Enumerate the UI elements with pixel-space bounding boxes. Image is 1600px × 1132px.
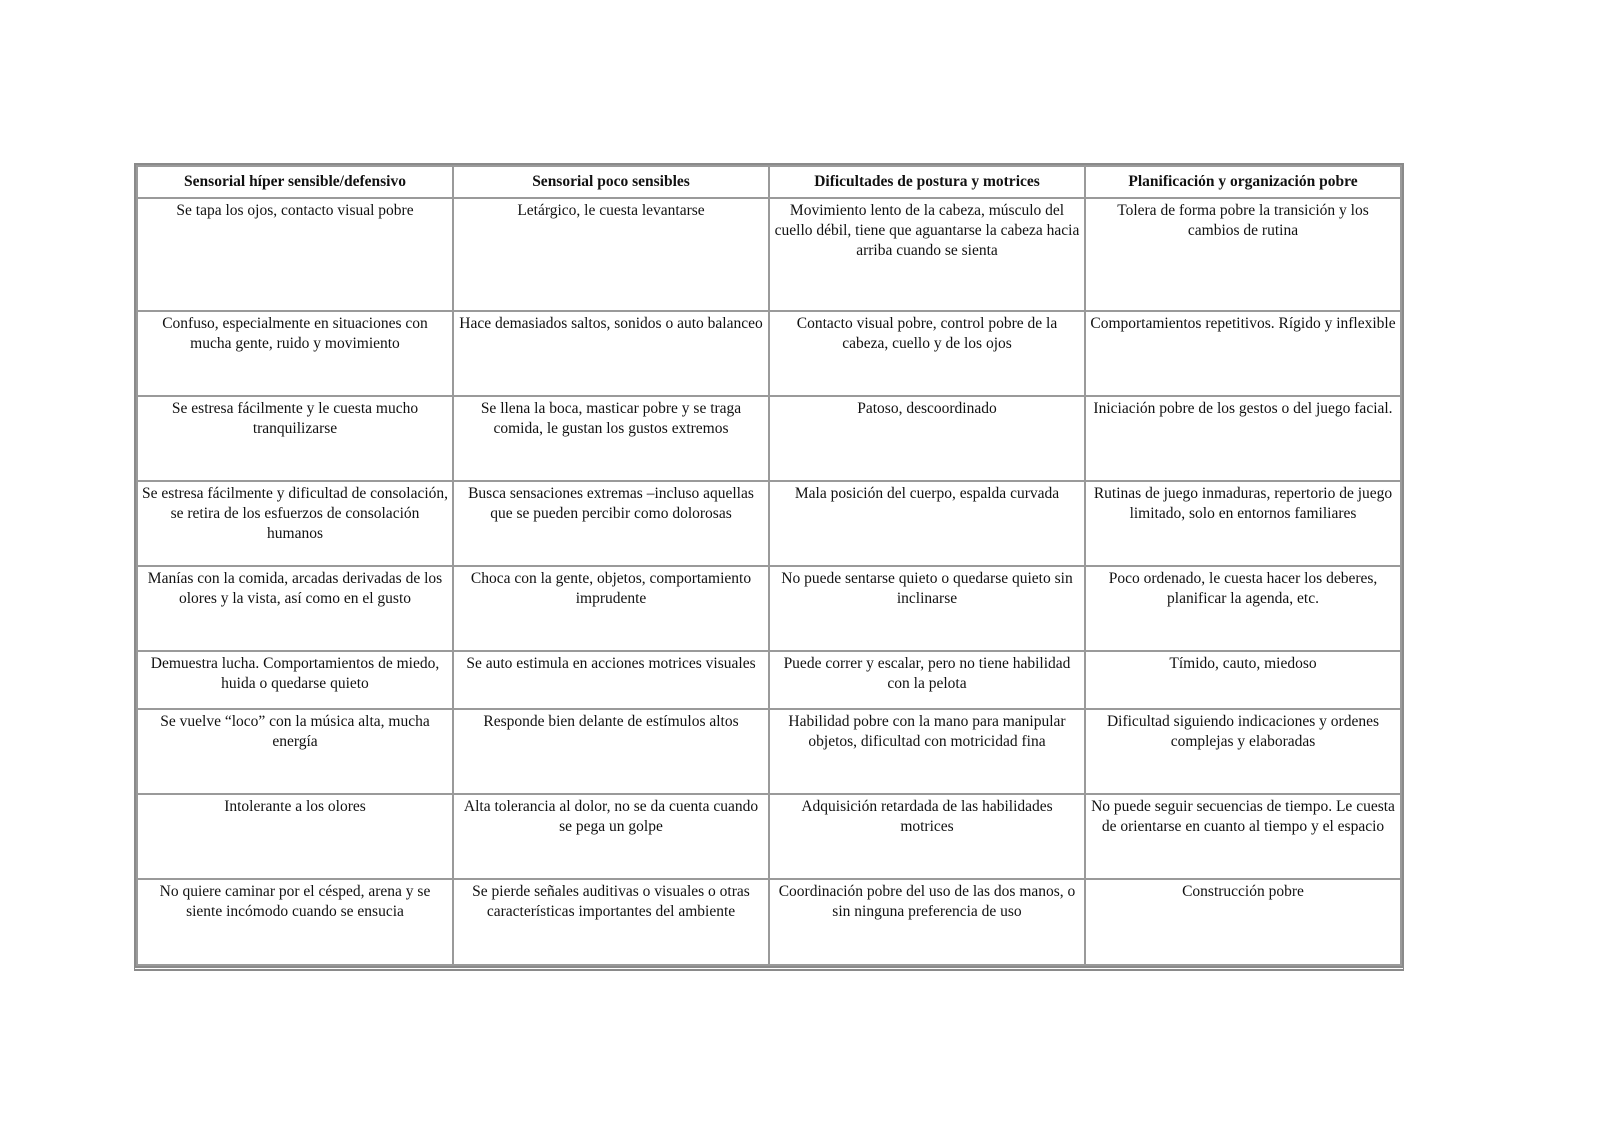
- table-row: [137, 481, 1401, 566]
- header-cell: Planificación y organización pobre: [1085, 166, 1401, 198]
- table-cell: Se auto estimula en acciones motrices visuales: [453, 651, 769, 709]
- table-cell: Responde bien delante de estímulos altos: [453, 709, 769, 794]
- table-cell: Puede correr y escalar, pero no tiene habilidad con la pelota: [769, 651, 1085, 709]
- table-cell: Iniciación pobre de los gestos o del juego facial.: [1085, 396, 1401, 481]
- table-row: [137, 198, 1401, 311]
- header-cell: Sensorial híper sensible/defensivo: [137, 166, 453, 198]
- header-cell: Dificultades de postura y motrices: [769, 166, 1085, 198]
- table-cell: Se estresa fácilmente y dificultad de consolación, se retira de los esfuerzos de consolación humanos: [137, 481, 453, 566]
- table-cell: No puede seguir secuencias de tiempo. Le cuesta de orientarse en cuanto al tiempo y el espacio: [1085, 794, 1401, 879]
- table-cell: Se pierde señales auditivas o visuales o otras características importantes del ambiente: [453, 879, 769, 965]
- table-cell: Letárgico, le cuesta levantarse: [453, 198, 769, 311]
- table-row: [137, 709, 1401, 794]
- table-cell: Choca con la gente, objetos, comportamiento imprudente: [453, 566, 769, 651]
- table-cell: Se tapa los ojos, contacto visual pobre: [137, 198, 453, 311]
- table-cell: Se vuelve “loco” con la música alta, mucha energía: [137, 709, 453, 794]
- table-cell: Se estresa fácilmente y le cuesta mucho tranquilizarse: [137, 396, 453, 481]
- table-cell: Tolera de forma pobre la transición y los cambios de rutina: [1085, 198, 1401, 311]
- table-container: [134, 163, 1404, 971]
- table-row: [137, 879, 1401, 965]
- table-cell: Dificultad siguiendo indicaciones y ordenes complejas y elaboradas: [1085, 709, 1401, 794]
- table-cell: Rutinas de juego inmaduras, repertorio de juego limitado, solo en entornos familiares: [1085, 481, 1401, 566]
- table-row: [137, 566, 1401, 651]
- header-cell: Sensorial poco sensibles: [453, 166, 769, 198]
- table-cell: Coordinación pobre del uso de las dos manos, o sin ninguna preferencia de uso: [769, 879, 1085, 965]
- table-cell: Adquisición retardada de las habilidades motrices: [769, 794, 1085, 879]
- table-cell: Poco ordenado, le cuesta hacer los deberes, planificar la agenda, etc.: [1085, 566, 1401, 651]
- table-cell: Hace demasiados saltos, sonidos o auto balanceo: [453, 311, 769, 396]
- table-row: [137, 651, 1401, 709]
- table-cell: No puede sentarse quieto o quedarse quieto sin inclinarse: [769, 566, 1085, 651]
- table-cell: Patoso, descoordinado: [769, 396, 1085, 481]
- table-cell: Busca sensaciones extremas –incluso aquellas que se pueden percibir como dolorosas: [453, 481, 769, 566]
- table-cell: No quiere caminar por el césped, arena y se siente incómodo cuando se ensucia: [137, 879, 453, 965]
- table-cell: Intolerante a los olores: [137, 794, 453, 879]
- table-cell: Manías con la comida, arcadas derivadas de los olores y la vista, así como en el gusto: [137, 566, 453, 651]
- table-cell: Movimiento lento de la cabeza, músculo del cuello débil, tiene que aguantarse la cabeza hacia arriba cuando se sienta: [769, 198, 1085, 311]
- symptoms-table: [136, 165, 1402, 966]
- table-row: [137, 311, 1401, 396]
- table-header-row: [137, 166, 1401, 198]
- table-row: [137, 794, 1401, 879]
- table-cell: Habilidad pobre con la mano para manipular objetos, dificultad con motricidad fina: [769, 709, 1085, 794]
- table-cell: Mala posición del cuerpo, espalda curvada: [769, 481, 1085, 566]
- table-cell: Alta tolerancia al dolor, no se da cuenta cuando se pega un golpe: [453, 794, 769, 879]
- table-cell: Contacto visual pobre, control pobre de la cabeza, cuello y de los ojos: [769, 311, 1085, 396]
- table-cell: Comportamientos repetitivos. Rígido y inflexible: [1085, 311, 1401, 396]
- table-cell: Tímido, cauto, miedoso: [1085, 651, 1401, 709]
- table-cell: Demuestra lucha. Comportamientos de miedo, huida o quedarse quieto: [137, 651, 453, 709]
- table-cell: Confuso, especialmente en situaciones con mucha gente, ruido y movimiento: [137, 311, 453, 396]
- table-cell: Se llena la boca, masticar pobre y se traga comida, le gustan los gustos extremos: [453, 396, 769, 481]
- table-cell: Construcción pobre: [1085, 879, 1401, 965]
- table-row: [137, 396, 1401, 481]
